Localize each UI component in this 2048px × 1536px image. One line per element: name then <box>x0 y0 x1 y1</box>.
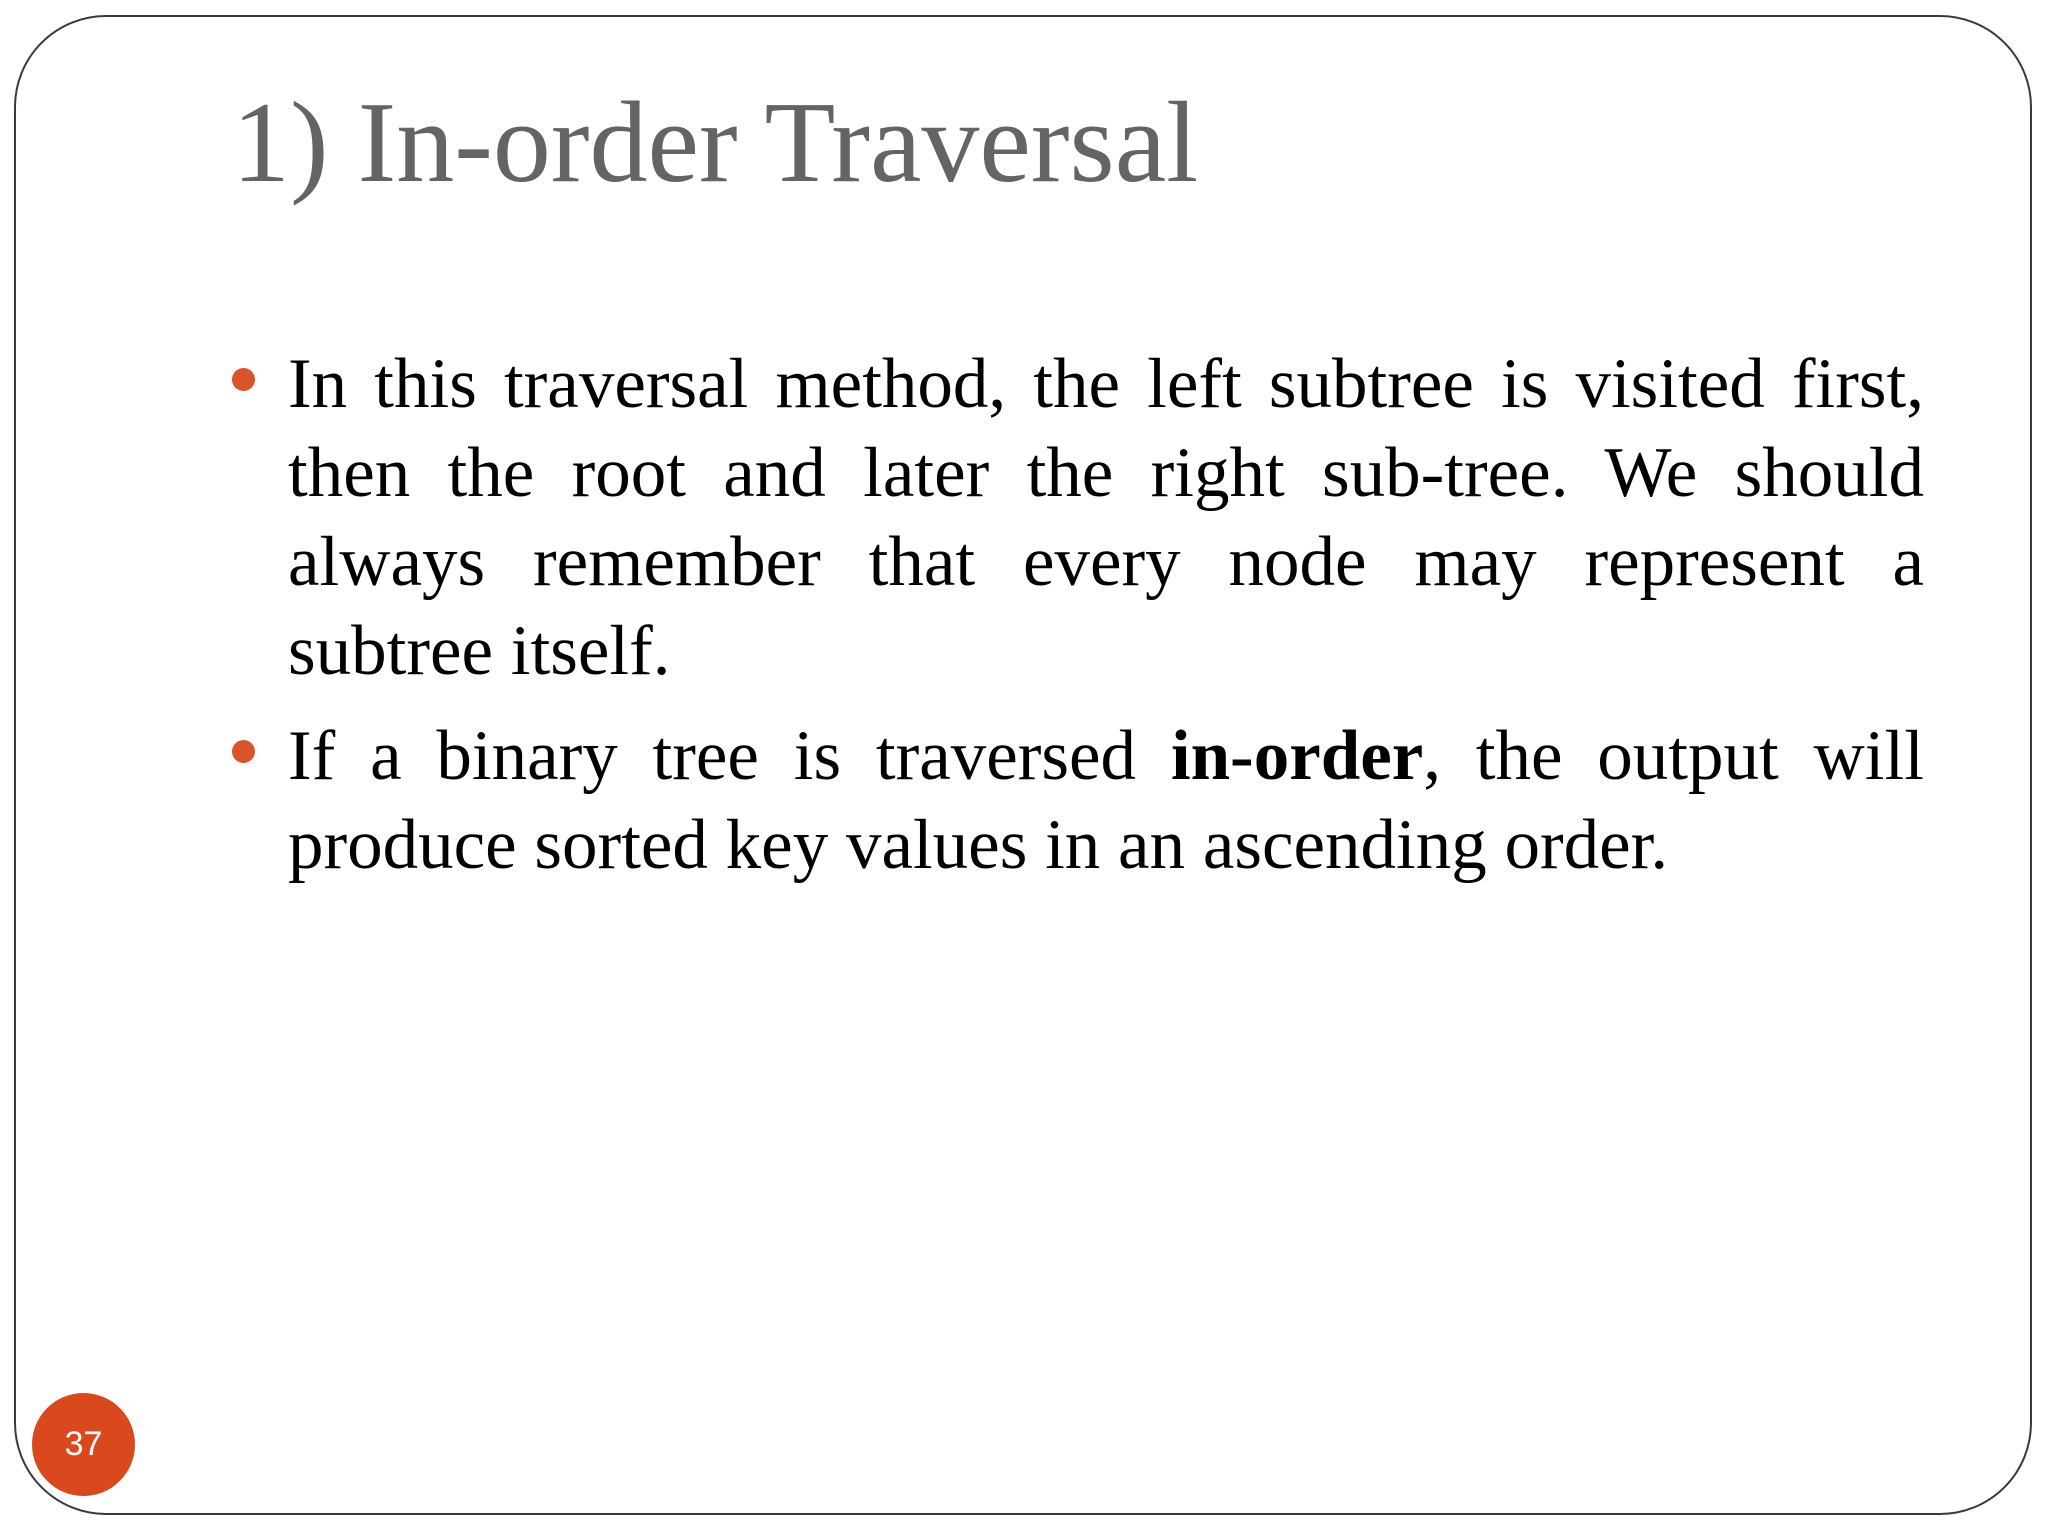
bullet-item-traversal-method <box>232 340 1924 696</box>
bold-term: in-order <box>1170 717 1424 795</box>
slide-title: 1) In-order Traversal <box>232 79 1199 207</box>
bullet-text-before: If a binary tree is traversed <box>288 717 1171 795</box>
bullet-list <box>232 340 1924 906</box>
bullet-dot-icon <box>232 368 255 391</box>
bullet-dot-icon <box>232 740 255 763</box>
page-number-badge: 37 <box>32 1393 135 1496</box>
bullet-text: In this traversal method, the left subtree is visited first, then the root and later the right sub-tree. We should always remember that every node may represent a subtree itself. <box>288 345 1924 690</box>
bullet-item-sorted-output <box>232 712 1924 890</box>
bullet-text-after: , the output will produce sorted key values in an ascending order. <box>288 717 1924 884</box>
